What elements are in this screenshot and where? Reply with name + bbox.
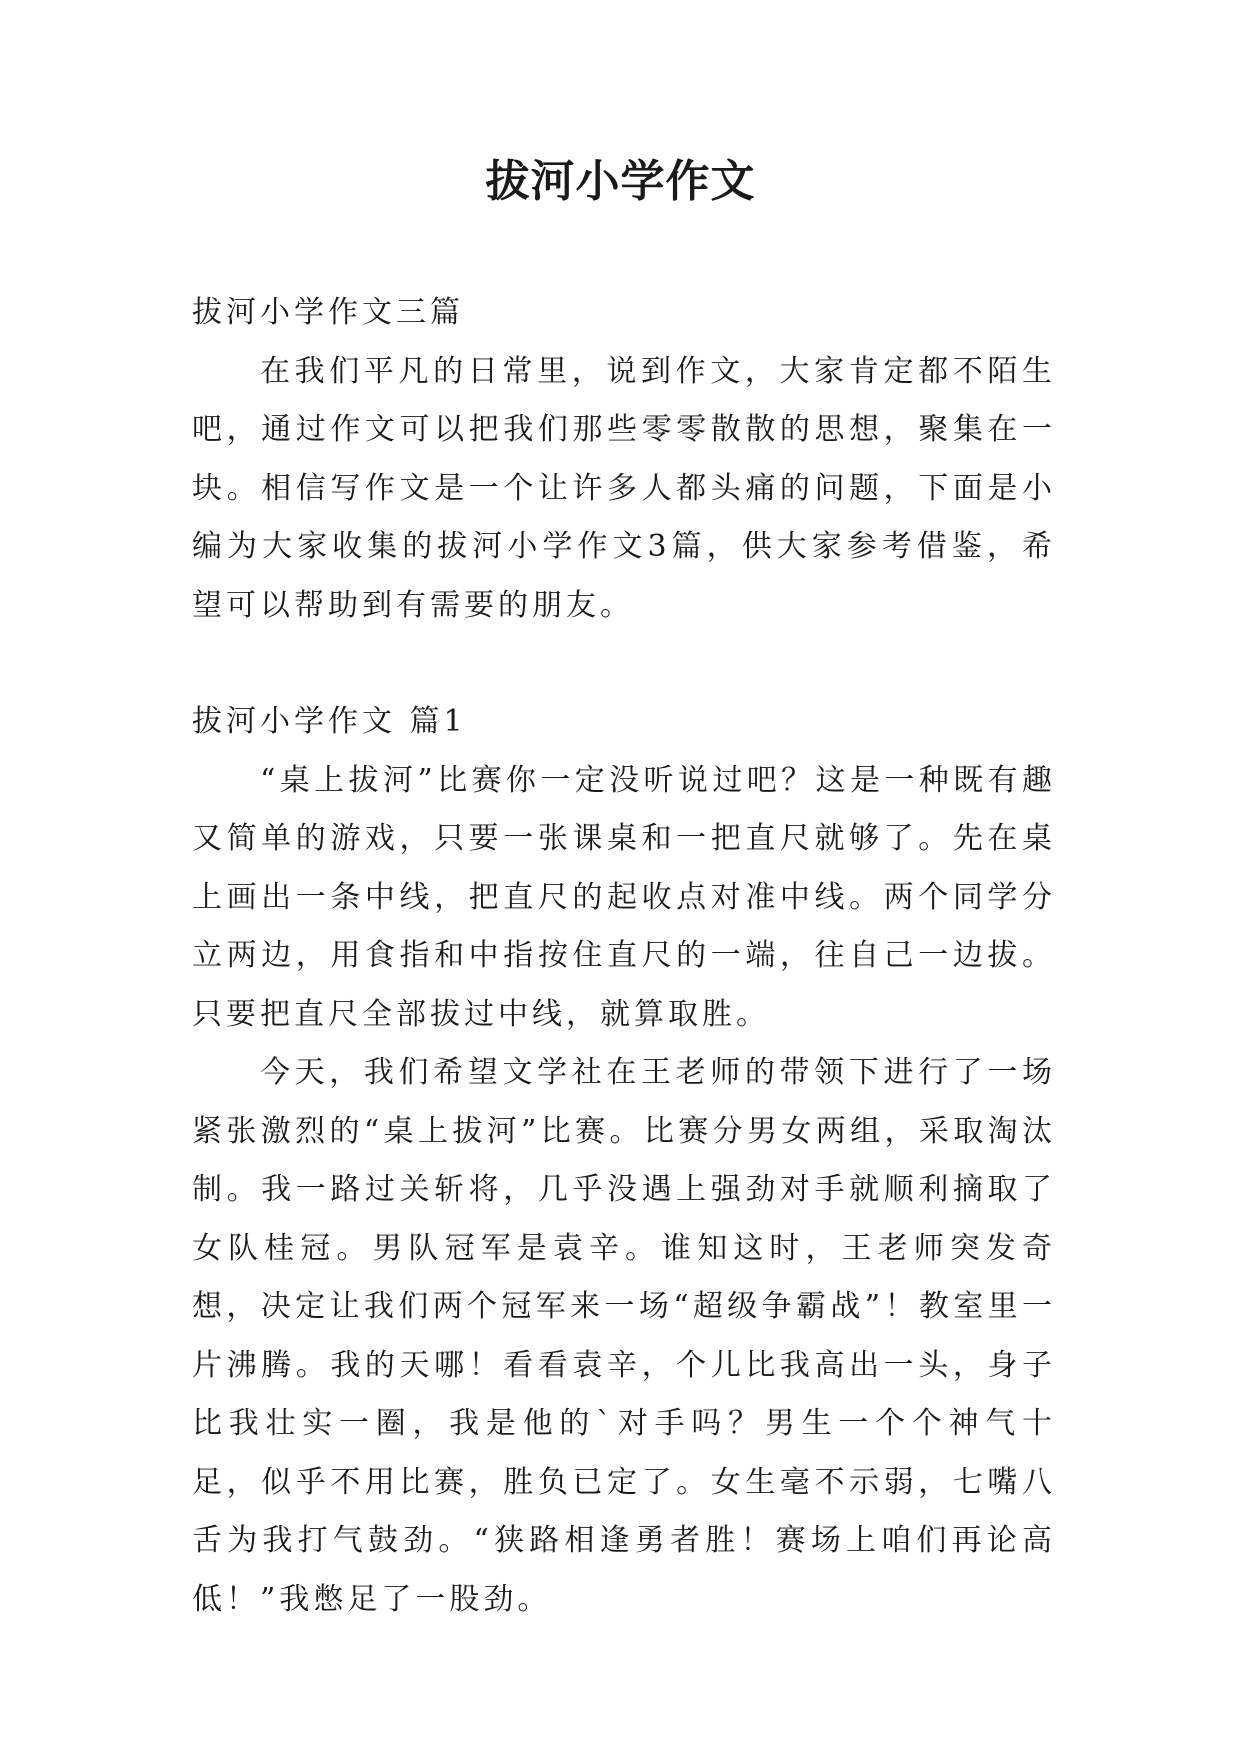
intro-paragraph: 在我们平凡的日常里，说到作文，大家肯定都不陌生吧，通过作文可以把我们那些零零散散的思想，聚集在一块。相信写作文是一个让许多人都头痛的问题，下面是小编为大家收集的拔河小学作文3篇，供大家参考借鉴，希望可以帮助到有需要的朋友。 (192, 353, 1056, 623)
section-spacer (192, 635, 1056, 693)
page-title: 拔河小学作文 (485, 156, 756, 207)
document-body (192, 284, 1056, 1629)
body-paragraph: 今天，我们希望文学社在王老师的带领下进行了一场紧张激烈的“桌上拔河”比赛。比赛分男女两组，采取淘汰制。我一路过关斩将，几乎没遇上强劲对手就顺利摘取了女队桂冠。男队冠军是袁辛。谁知这时，王老师突发奇想，决定让我们两个冠军来一场“超级争霸战”！教室里一片沸腾。我的天哪！看看袁辛，个儿比我高出一头，身子比我壮实一圈，我是他的`对手吗？男生一个个神气十足，似乎不用比赛，胜负已定了。女生毫不示弱，七嘴八舌为我打气鼓劲。“狭路相逢勇者胜！赛场上咱们再论高低！”我憋足了一股劲。 (192, 1055, 1056, 1617)
subtitle: 拔河小学作文三篇 (192, 295, 464, 330)
section-heading: 拔河小学作文 篇1 (192, 704, 467, 739)
body-paragraph: “桌上拔河”比赛你一定没听说过吧？这是一种既有趣又简单的游戏，只要一张课桌和一把直尺就够了。先在桌上画出一条中线，把直尺的起收点对准中线。两个同学分立两边，用食指和中指按住直尺的一端，往自己一边拔。只要把直尺全部拔过中线，就算取胜。 (192, 762, 1056, 1032)
